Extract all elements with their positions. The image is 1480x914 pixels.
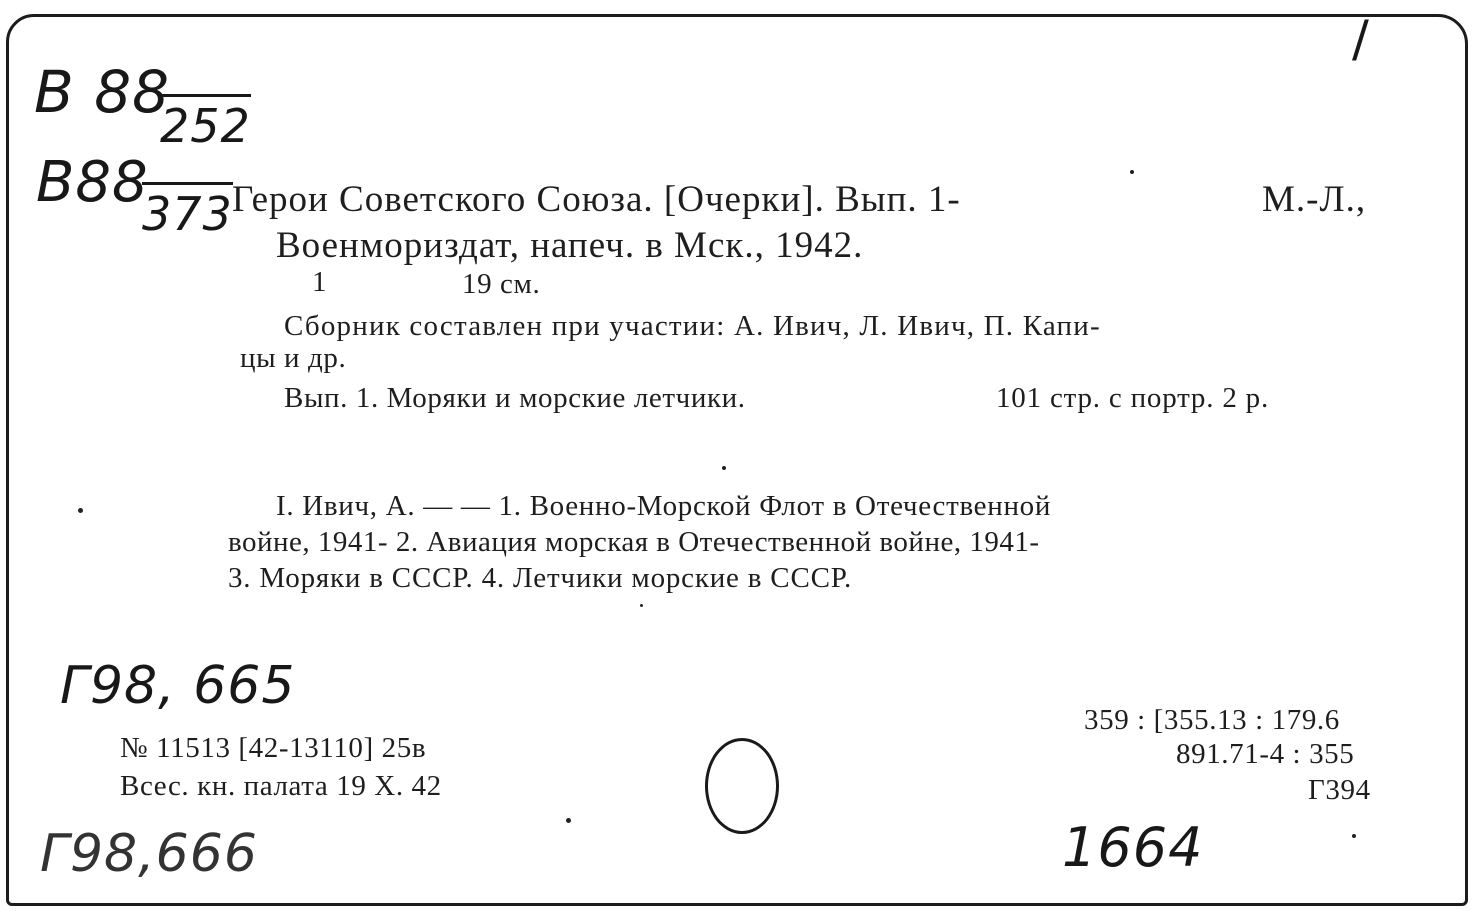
handwritten-shelf-mark-second-number: 373 <box>142 182 233 241</box>
subject-line-2: войне, 1941- 2. Авиация морская в Отечественной войне, 1941- <box>228 526 1040 558</box>
handwritten-right-number: 1664 <box>1062 816 1204 879</box>
subject-line-1: I. Ивич, А. — — 1. Военно-Морской Флот в Отечественной <box>276 490 1052 522</box>
ink-speck <box>78 508 83 513</box>
classification-line-1: 359 : [355.13 : 179.6 <box>1084 704 1340 736</box>
size-mark: 1 <box>312 266 328 298</box>
handwritten-left-code: Г98, 665 <box>60 656 296 716</box>
note-line-1: Сборник составлен при участии: А. Ивич, Л. Ивич, П. Капи- <box>284 310 1101 342</box>
ink-speck <box>1130 170 1134 174</box>
registry-chamber: Всес. кн. палата 19 X. 42 <box>120 770 442 802</box>
subject-line-3: 3. Моряки в СССР. 4. Летчики морские в СССР. <box>228 562 853 594</box>
handwritten-corner-mark: / <box>1352 10 1370 68</box>
punch-hole <box>705 738 779 834</box>
ink-speck <box>722 466 726 470</box>
title-line-2: Военмориздат, напеч. в Мск., 1942. <box>276 225 864 266</box>
classification-line-2: 891.71-4 : 355 <box>1176 738 1355 770</box>
pages: 101 стр. с портр. 2 р. <box>996 382 1270 414</box>
ink-speck <box>1352 834 1356 838</box>
handwritten-shelf-mark-top: B 88 <box>34 58 171 126</box>
handwritten-shelf-mark-second: B88 <box>36 150 149 215</box>
title-line-1: Герои Советского Союза. [Очерки]. Вып. 1- <box>232 179 961 220</box>
issue: Вып. 1. Моряки и морские летчики. <box>284 382 746 414</box>
handwritten-shelf-mark-top-number: 252 <box>160 94 251 153</box>
ink-speck <box>566 818 571 823</box>
registry-number: № 11513 [42-13110] 25в <box>120 732 427 764</box>
size: 19 см. <box>462 268 541 300</box>
ink-speck <box>640 604 643 607</box>
classification-line-3: Г394 <box>1308 774 1371 806</box>
handwritten-bottom-code: Г98,666 <box>40 824 258 884</box>
note-line-2: цы и др. <box>240 342 347 374</box>
title-place: М.-Л., <box>1262 179 1367 220</box>
